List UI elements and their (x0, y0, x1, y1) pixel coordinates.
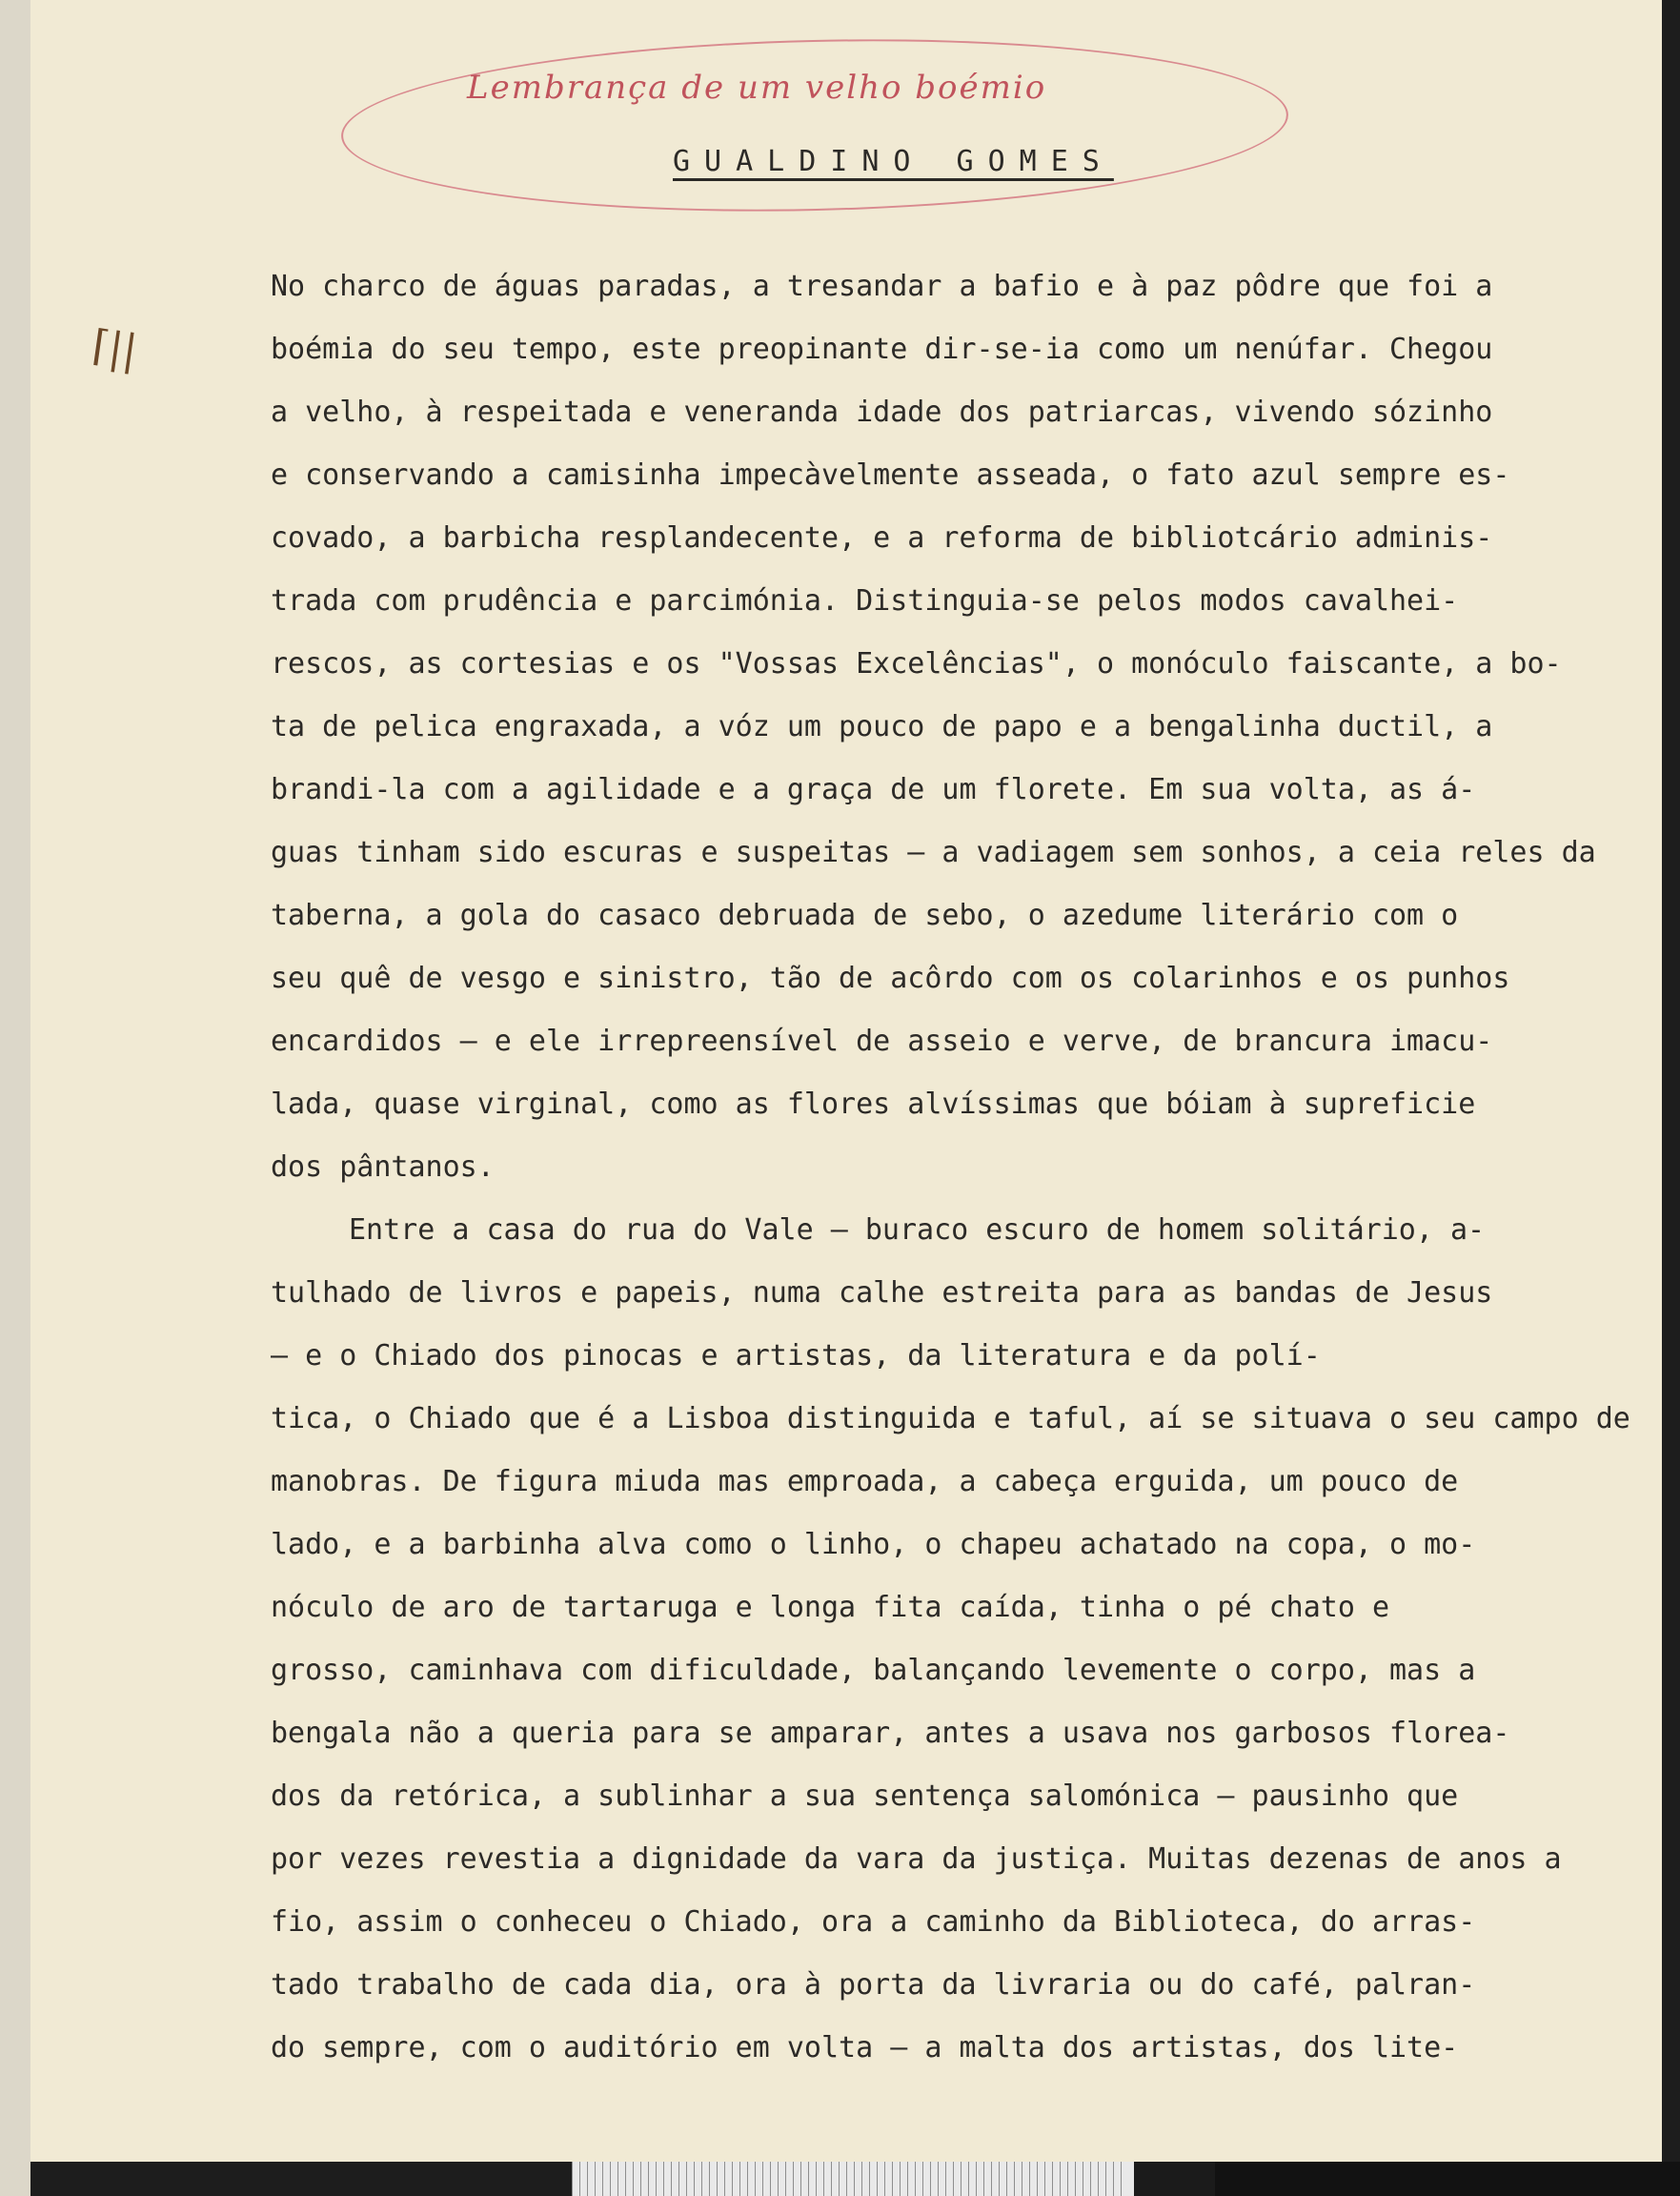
text-line: grosso, caminhava com dificuldade, balançando levemente o corpo, mas a (271, 1654, 1476, 1687)
text-line: taberna, a gola do casaco debruada de sebo, o azedume literário com o (271, 899, 1459, 932)
text-line: dos pântanos. (271, 1150, 495, 1184)
text-line: tado trabalho de cada dia, ora à porta da livraria ou do café, palran- (271, 1968, 1476, 2002)
text-line: lada, quase virginal, como as flores alvíssimas que bóiam à supreficie (271, 1088, 1476, 1121)
text-line: e conservando a camisinha impecàvelmente asseada, o fato azul sempre es- (271, 458, 1510, 492)
page-title: GUALDINO GOMES (673, 145, 1114, 178)
text-line: ta de pelica engraxada, a vóz um pouco de papo e a bengalinha ductil, a (271, 710, 1493, 743)
text-line: boémia do seu tempo, este preopinante dir-se-ia como um nenúfar. Chegou (271, 333, 1493, 366)
text-line: por vezes revestia a dignidade da vara da justiça. Muitas dezenas de anos a (271, 1842, 1562, 1876)
handwritten-note: Lembrança de um velho boémio (467, 69, 1047, 107)
text-line: tulhado de livros e papeis, numa calhe estreita para as bandas de Jesus (271, 1276, 1493, 1310)
text-line: nóculo de aro de tartaruga e longa fita caída, tinha o pé chato e (271, 1591, 1389, 1624)
scale-ruler (572, 2162, 1680, 2196)
ruler-ticks (572, 2162, 1124, 2196)
paragraph-2 (271, 1199, 1643, 2080)
text-line: encardidos — e ele irrepreensível de asseio e verve, de brancura imacu- (271, 1025, 1493, 1058)
text-line: No charco de águas paradas, a tresandar a bafio e à paz pôdre que foi a (271, 270, 1493, 303)
text-line: dos da retórica, a sublinhar a sua sentença salomónica — pausinho que (271, 1779, 1459, 1813)
text-line: guas tinham sido escuras e suspeitas — a vadiagem sem sonhos, a ceia reles da (271, 836, 1596, 869)
text-line: tica, o Chiado que é a Lisboa distinguida e taful, aí se situava o seu campo de (271, 1402, 1630, 1435)
calibration-black-bar (1215, 2162, 1680, 2196)
text-line: manobras. De figura miuda mas emproada, a cabeça erguida, um pouco de (271, 1465, 1459, 1498)
text-line: bengala não a queria para se amparar, antes a usava nos garbosos florea- (271, 1717, 1510, 1750)
margin-annotation: ⌈|| (89, 320, 141, 376)
text-line: trada com prudência e parcimónia. Distinguia-se pelos modos cavalhei- (271, 584, 1459, 618)
color-calibration-block (1134, 2162, 1215, 2196)
text-line: do sempre, com o auditório em volta — a malta dos artistas, dos lite- (271, 2031, 1459, 2064)
text-line: fio, assim o conheceu o Chiado, ora a caminho da Biblioteca, do arras- (271, 1905, 1476, 1939)
text-line: — e o Chiado dos pinocas e artistas, da literatura e da polí- (271, 1339, 1321, 1372)
paragraph-1 (271, 255, 1643, 1199)
text-line: lado, e a barbinha alva como o linho, o chapeu achatado na copa, o mo- (271, 1528, 1476, 1561)
text-line: seu quê de vesgo e sinistro, tão de acôrdo com os colarinhos e os punhos (271, 962, 1510, 995)
text-line: rescos, as cortesias e os "Vossas Excelências", o monóculo faiscante, a bo- (271, 647, 1562, 681)
text-line: brandi-la com a agilidade e a graça de um florete. Em sua volta, as á- (271, 773, 1476, 806)
text-line: Entre a casa do rua do Vale — buraco escuro de homem solitário, a- (349, 1213, 1486, 1247)
document-body (271, 255, 1643, 2080)
text-line: a velho, à respeitada e veneranda idade dos patriarcas, vivendo sózinho (271, 396, 1493, 429)
paper-edge (0, 0, 30, 2196)
text-line: covado, a barbicha resplandecente, e a reforma de bibliotcário adminis- (271, 521, 1493, 555)
